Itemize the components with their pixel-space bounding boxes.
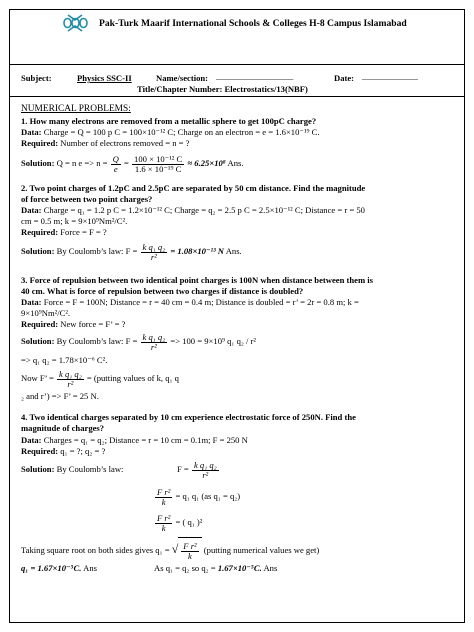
date-field[interactable]: _____________ (362, 71, 418, 81)
q4-question-line1: 4. Two identical charges separated by 10 cm experience electrostatic force of 250N. Find the (21, 412, 356, 422)
q4-solution: Solution: By Coulomb’s law: (21, 464, 124, 474)
q4-final-answer: q₁ = 1.67×10⁻⁵C. Ans (21, 563, 97, 573)
q3-line4: ₂ and r’) => F’ = 25 N. (21, 391, 99, 401)
worksheet-border (9, 9, 465, 623)
q4-required: Required: q₁ = ?; q₂ = ? (21, 446, 106, 456)
q3-question-line2: 40 cm. What is force of repulsion between two charges if distance is doubled? (21, 286, 304, 296)
q4-question-line2: magnitude of charges? (21, 423, 105, 433)
q4-step3: $\frac{\text{F r²}}{k}$ = ( q₁ )² (157, 512, 203, 533)
q2-required: Required: Force = F = ? (21, 227, 107, 237)
q3-data-line1: Data: Force = F = 100N; Distance = r = 40 cm = 0.4 m; Distance is doubled = r’ = 2r = 0.8 m; k = (21, 297, 359, 307)
q3-line3: Now F’ = $\frac{\text{k q₁ q₂}}{\text{r²}}$ = (putting values of k, q₁ q (21, 368, 179, 389)
q1-solution: Solution: Q = n e => n = $\frac{Q}{e}$ = $\frac{\text{100 × 10⁻¹² C}}{\text{1.6 × 10⁻¹⁹ C}}$ ≈ 6.25×10⁸ Ans. (21, 153, 244, 174)
q1-required: Required: Number of electrons removed = n = ? (21, 138, 190, 148)
school-logo-icon (60, 12, 90, 34)
subject-label: Subject: (21, 73, 52, 83)
section-heading: NUMERICAL PROBLEMS: (21, 104, 131, 114)
chapter-title: Title/Chapter Number: Electrostatics/13(NBF) (137, 84, 308, 94)
name-field[interactable]: __________________ (216, 71, 294, 81)
q3-data-line2: 9×10⁹Nm²/C². (21, 308, 71, 318)
q2-question-line2: of force between two point charges? (21, 194, 153, 204)
title-divider (9, 96, 465, 97)
q4-data: Data: Charges = q₁ = q₂; Distance = r = 10 cm = 0.1m; F = 250 N (21, 435, 248, 445)
q2-solution: Solution: By Coulomb’s law: F = $\frac{\text{k q₁ q₂}}{\text{r²}}$ = 1.08×10⁻¹³ N Ans. (21, 241, 242, 262)
q4-formula: F = $\frac{\text{k q₁ q₂}}{\text{r²}}$ (177, 459, 217, 480)
subject-value: Physics SSC-II (77, 73, 132, 83)
q4-step2: $\frac{\text{F r²}}{k}$ = q₁ q₁ (as q₁ = q₂) (157, 486, 241, 507)
q2-question-line1: 2. Two point charges of 1.2pC and 2.5pC are separated by 50 cm distance. Find the magnitude (21, 183, 366, 193)
q4-square-root-line: Taking square root on both sides gives q₁ = √ $\frac{\text{F r²}}{k}$ (putting numerical values we get) (21, 537, 319, 561)
q3-required: Required: New force = F’ = ? (21, 319, 126, 329)
school-name: Pak-Turk Maarif International Schools & Colleges H-8 Campus Islamabad (99, 18, 407, 29)
q1-question: 1. How many electrons are removed from a metallic sphere to get 100pC charge? (21, 116, 317, 126)
q4-final-answer-q2: As q₁ = q₂ so q₂ = 1.67×10⁻⁵C. Ans (154, 563, 278, 573)
name-label: Name/section: (156, 73, 209, 83)
q3-question-line1: 3. Force of repulsion between two identical point charges is 100N when distance between them is (21, 275, 374, 285)
q2-data-line1: Data: Charge = q₁ = 1.2 p C = 1.2×10⁻¹² C; Charge = q₂ = 2.5 p C = 2.5×10⁻¹² C; Distance = r = 50 (21, 205, 365, 215)
q1-data: Data: Charge = Q = 100 p C = 100×10⁻¹² C; Charge on an electron = e = 1.6×10⁻¹⁹ C. (21, 127, 320, 137)
header-divider (9, 64, 465, 65)
q2-data-line2: cm = 0.5 m; k = 9×10⁹Nm²/C². (21, 216, 128, 226)
q3-solution: Solution: By Coulomb’s law: F = $\frac{\text{k q₁ q₂}}{\text{r²}}$ => 100 = 9×10⁹ q₁ q₂ / r² (21, 331, 256, 352)
date-label: Date: (334, 73, 355, 83)
q3-line2: => q₁ q₂ = 1.78×10⁻⁶ C². (21, 355, 108, 365)
